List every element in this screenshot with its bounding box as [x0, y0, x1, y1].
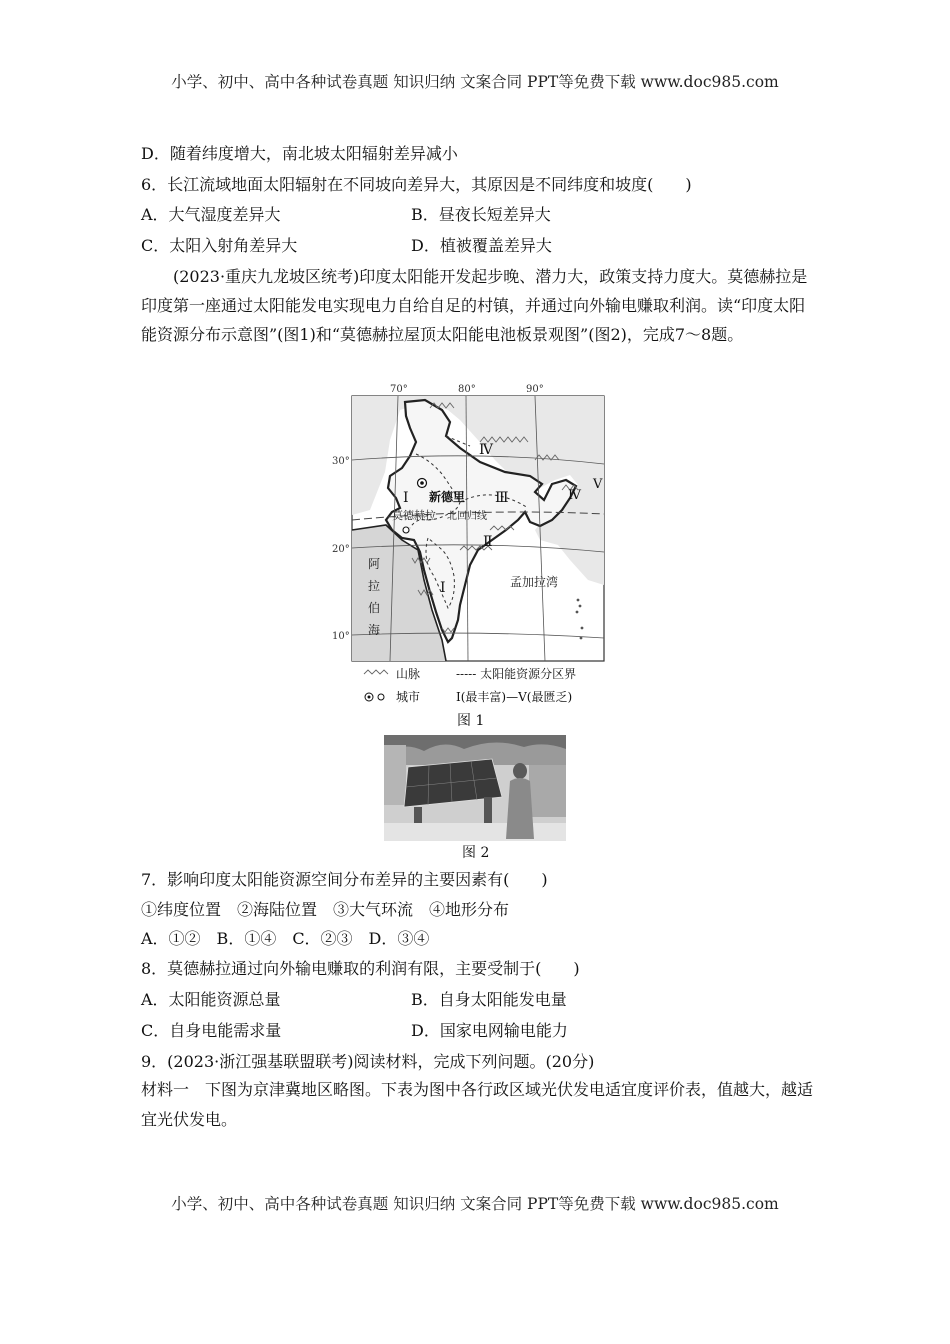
legend-capital-dot	[368, 696, 371, 699]
q6-option-b: B．昼夜长短差异大	[411, 205, 551, 224]
city-name-capital: 新德里	[429, 490, 466, 504]
q8-stem: 8．莫德赫拉通过向外输电赚取的利润有限，主要受制于( )	[141, 959, 580, 978]
legend-boundary-label: ----- 太阳能资源分区界	[456, 667, 577, 681]
bay-label: 孟加拉湾	[510, 575, 559, 589]
q7-8-intro	[141, 262, 821, 349]
photo-roof-floor	[384, 823, 566, 841]
sea-west-char-4: 海	[368, 623, 381, 637]
india-solar-map	[330, 380, 620, 710]
intro-text: (2023·重庆九龙坡区统考)印度太阳能开发起步晚、潜力大，政策支持力度大。莫德赫拉是印度第一座通过太阳能发电实现电力自给自足的村镇，并通过向外输电赚取利润。读“印度太阳能资源分布示意图”(图1)和“莫德赫拉屋顶太阳能电池板景观图”(图2)，完成7～8题。	[141, 267, 808, 344]
q8-option-c: C．自身电能需求量	[141, 1021, 282, 1040]
zone-label-1-north: Ⅰ	[403, 490, 409, 506]
q9-material-1: 材料一 下图为京津冀地区略图。下表为图中各行政区域光伏发电适宜度评价表，值越大，越适宜光伏发电。	[141, 1080, 814, 1129]
woman-figure	[506, 778, 534, 839]
tropic-label: 北回归线	[447, 511, 487, 522]
q8-option-d: D．国家电网输电能力	[411, 1021, 568, 1040]
q7-items: ①纬度位置 ②海陆位置 ③大气环流 ④地形分布	[141, 900, 510, 919]
capital-city-dot	[420, 481, 424, 485]
lat-label-10: 10°	[332, 631, 350, 642]
lon-label-70: 70°	[390, 384, 408, 395]
q8-option-b: B．自身太阳能发电量	[411, 990, 567, 1009]
q6-option-a: A．大气湿度差异大	[141, 205, 281, 224]
lat-label-20: 20°	[332, 544, 350, 555]
sea-west-char-2: 拉	[368, 579, 381, 593]
q6-option-d: D．植被覆盖差异大	[411, 236, 552, 255]
figure-2-caption: 图 2	[462, 845, 490, 861]
q5-option-d: D．随着纬度增大，南北坡太阳辐射差异减小	[141, 144, 458, 163]
panel-stand-right	[484, 797, 492, 823]
q7-options: A．①② B．①④ C．②③ D．③④	[141, 929, 430, 948]
sea-west-char-1: 阿	[368, 557, 381, 571]
sea-west-char-3: 伯	[368, 601, 381, 615]
legend-mountain-symbol	[364, 670, 388, 674]
q8-option-a: A．太阳能资源总量	[141, 990, 281, 1009]
legend-mountain-label: 山脉	[396, 667, 421, 681]
woman-head	[513, 763, 527, 779]
q6-option-c: C．太阳入射角差异大	[141, 236, 298, 255]
photo-wall-right	[529, 765, 566, 817]
page-footer: 小学、初中、高中各种试卷真题 知识归纳 文案合同 PPT等免费下载 www.doc985.com	[171, 1195, 779, 1213]
zone-label-4-north: Ⅳ	[479, 442, 493, 458]
lon-label-90: 90°	[526, 384, 544, 395]
panel-stand-left	[414, 807, 422, 825]
village-city-symbol	[403, 527, 409, 533]
zone-label-1-south: Ⅰ	[440, 580, 446, 596]
lon-label-80: 80°	[458, 384, 476, 395]
zone-label-3: Ⅲ	[495, 490, 509, 506]
solar-panel-photo	[384, 735, 566, 841]
zone-label-2: Ⅱ	[483, 534, 493, 550]
q9-stem: 9．(2023·浙江强基联盟联考)阅读材料，完成下列问题。(20分)	[141, 1052, 595, 1071]
q7-stem: 7．影响印度太阳能资源空间分布差异的主要因素有( )	[141, 870, 548, 889]
city-name-village: 莫德赫拉	[392, 509, 436, 522]
page-header: 小学、初中、高中各种试卷真题 知识归纳 文案合同 PPT等免费下载 www.doc985.com	[171, 73, 779, 91]
zone-label-4-east: Ⅳ	[568, 488, 581, 503]
photo-wall-left	[384, 745, 406, 805]
figure-1-caption: 图 1	[457, 713, 485, 729]
legend-rank-label: Ⅰ(最丰富)—Ⅴ(最匮乏)	[456, 690, 573, 704]
zone-label-5: Ⅴ	[593, 477, 603, 492]
legend-city-label: 城市	[396, 690, 421, 704]
q6-stem: 6．长江流域地面太阳辐射在不同坡向差异大，其原因是不同纬度和坡度( )	[141, 175, 692, 194]
legend-city-symbol	[378, 694, 384, 700]
lat-label-30: 30°	[332, 456, 350, 467]
